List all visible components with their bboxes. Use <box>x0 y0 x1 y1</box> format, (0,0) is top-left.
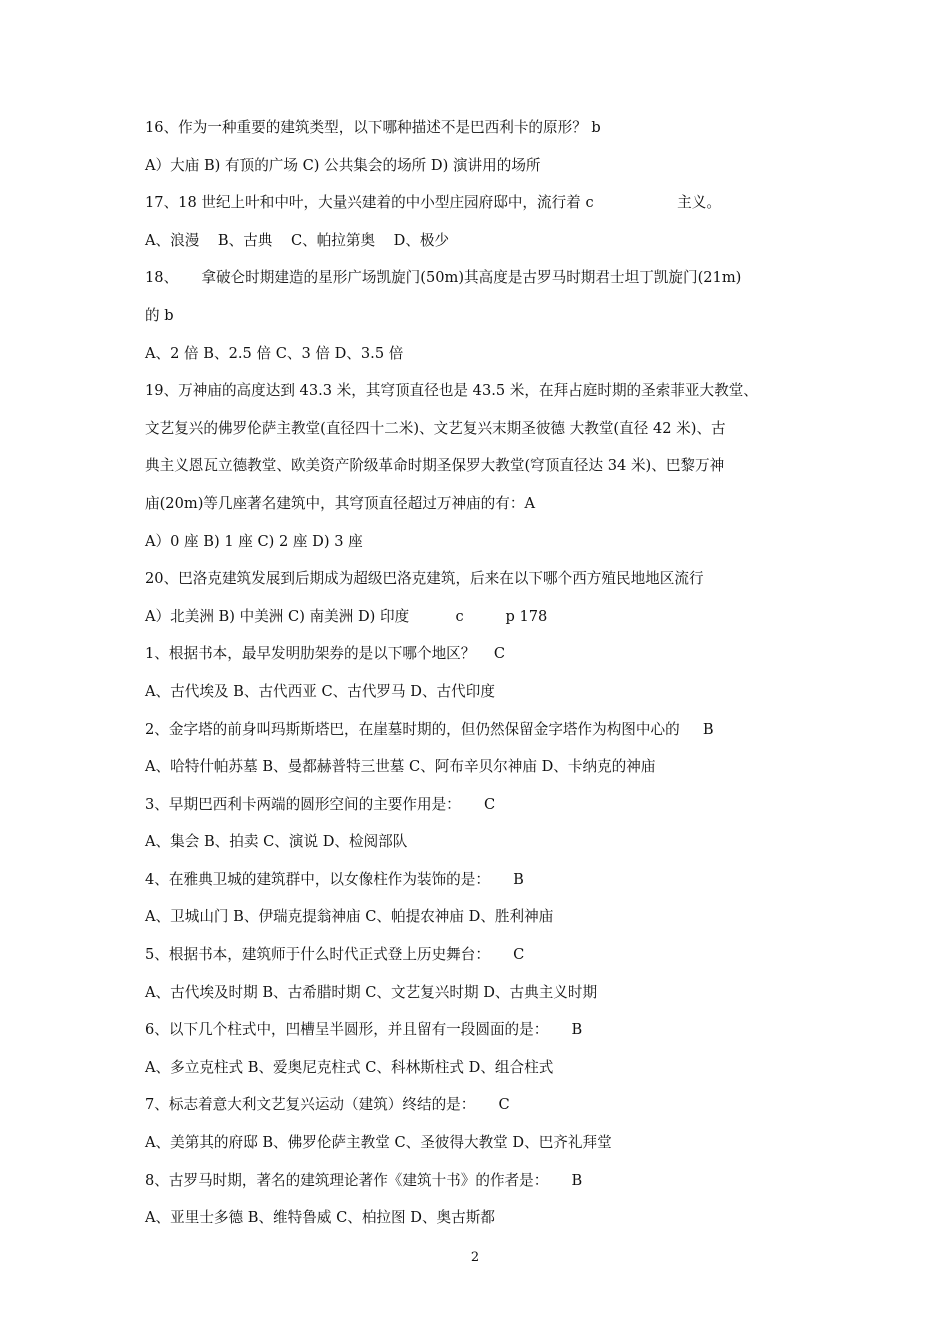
text-line: 20、巴洛克建筑发展到后期成为超级巴洛克建筑，后来在以下哪个西方殖民地地区流行 <box>145 570 704 588</box>
text-line: A、亚里士多德 B、维特鲁威 C、柏拉图 D、奥古斯都 <box>145 1209 495 1227</box>
page-number: 2 <box>470 1250 480 1265</box>
text-line: 17、18 世纪上叶和中叶，大量兴建着的中小型庄园府邸中，流行着 c 主义。 <box>145 194 721 212</box>
text-line: A、浪漫 B、古典 C、帕拉第奥 D、极少 <box>145 231 450 249</box>
text-line: A、卫城山门 B、伊瑞克提翁神庙 C、帕提农神庙 D、胜利神庙 <box>145 908 554 926</box>
text-line: 16、作为一种重要的建筑类型，以下哪种描述不是巴西利卡的原形？ b <box>145 119 601 136</box>
text-line: A）大庙 B) 有顶的广场 C) 公共集会的场所 D) 演讲用的场所 <box>145 156 541 174</box>
text-line: A、集会 B、拍卖 C、演说 D、检阅部队 <box>145 833 408 851</box>
text-line: A、2 倍 B、2.5 倍 C、3 倍 D、3.5 倍 <box>145 344 404 362</box>
text-line: 5、根据书本，建筑师于什么时代正式登上历史舞台： C <box>145 946 525 964</box>
text-line: A、古代埃及时期 B、古希腊时期 C、文艺复兴时期 D、古典主义时期 <box>145 983 598 1001</box>
text-line: 1、根据书本，最早发明肋架券的是以下哪个地区？ C <box>145 645 506 663</box>
question-list <box>145 119 815 1247</box>
text-line: 19、万神庙的高度达到 43.3 米，其穹顶直径也是 43.5 米，在拜占庭时期的圣索菲亚大教堂、 <box>145 382 758 400</box>
text-line: 4、在雅典卫城的建筑群中，以女像柱作为装饰的是： B <box>145 870 524 888</box>
text-line: 文艺复兴的佛罗伦萨主教堂(直径四十二米)、文艺复兴末期圣彼德 大教堂(直径 42 米)、古 <box>145 419 726 437</box>
text-line: 庙(20m)等几座著名建筑中，其穹顶直径超过万神庙的有：A <box>145 494 535 512</box>
text-line: 8、古罗马时期，著名的建筑理论著作《建筑十书》的作者是： B <box>145 1171 583 1189</box>
text-line: 7、标志着意大利文艺复兴运动（建筑）终结的是： C <box>145 1096 510 1114</box>
text-line: A）0 座 B) 1 座 C) 2 座 D) 3 座 <box>145 532 363 550</box>
text-line: A、古代埃及 B、古代西亚 C、古代罗马 D、古代印度 <box>145 682 495 700</box>
text-line: 的 b <box>145 306 174 324</box>
text-line: 18、 拿破仑时期建造的星形广场凯旋门(50m)其高度是古罗马时期君士坦丁凯旋门(21m) <box>145 269 742 287</box>
text-line: 3、早期巴西利卡两端的圆形空间的主要作用是： C <box>145 795 496 813</box>
text-line: 典主义恩瓦立德教堂、欧美资产阶级革命时期圣保罗大教堂(穹顶直径达 34 米)、巴黎万神 <box>145 457 725 475</box>
text-line: A、美第其的府邸 B、佛罗伦萨主教堂 C、圣彼得大教堂 D、巴齐礼拜堂 <box>145 1134 612 1152</box>
text-line: A、哈特什帕苏墓 B、曼都赫普特三世墓 C、阿布辛贝尔神庙 D、卡纳克的神庙 <box>145 758 656 776</box>
text-line: 2、金字塔的前身叫玛斯斯塔巴，在崖墓时期的，但仍然保留金字塔作为构图中心的 B <box>145 720 714 738</box>
text-line: A）北美洲 B) 中美洲 C) 南美洲 D) 印度 c p 178 <box>145 607 548 625</box>
text-line: 6、以下几个柱式中，凹槽呈半圆形，并且留有一段圆面的是： B <box>145 1021 583 1039</box>
text-line: A、多立克柱式 B、爱奥尼克柱式 C、科林斯柱式 D、组合柱式 <box>145 1058 554 1076</box>
